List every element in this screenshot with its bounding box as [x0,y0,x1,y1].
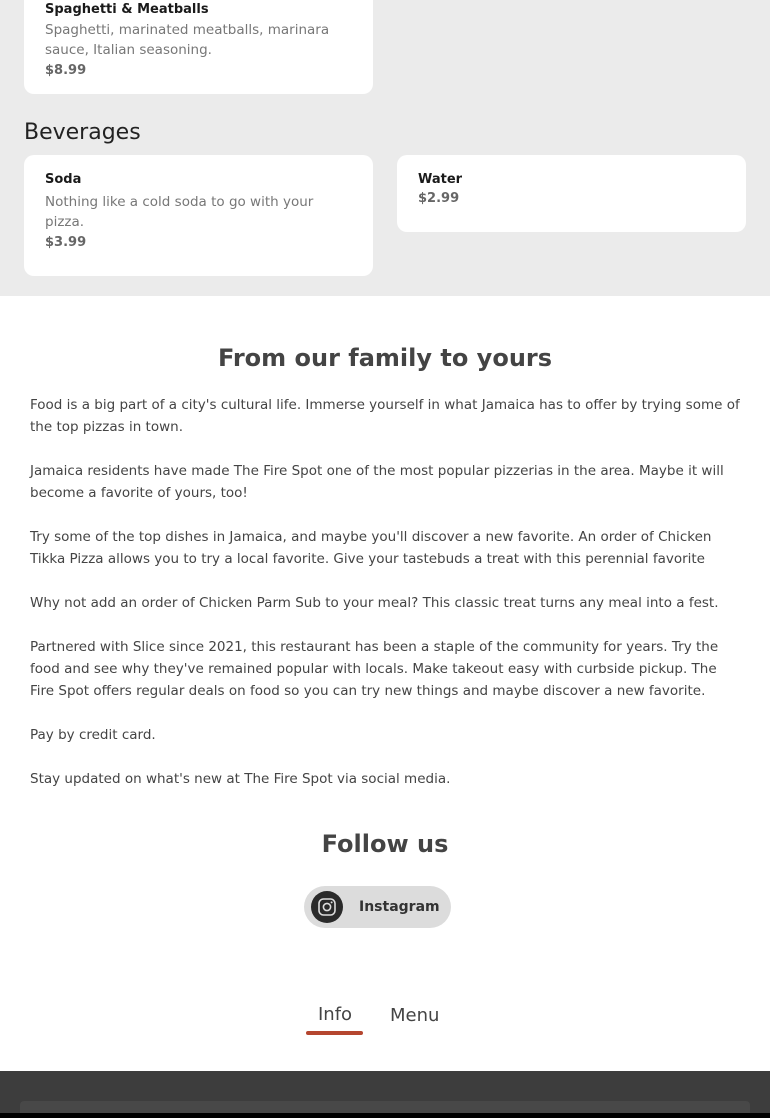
item-name: Spaghetti & Meatballs [45,2,209,17]
about-paragraph: Jamaica residents have made The Fire Spot one of the most popular pizzerias in the area. Maybe it will become a favorite of yours, too! [30,463,724,501]
footer-edge [0,1113,770,1118]
instagram-icon [311,891,343,923]
follow-title: Follow us [321,830,449,858]
menu-item-card[interactable] [24,0,373,94]
about-section [0,296,770,812]
instagram-label: Instagram [359,899,440,915]
menu-item-card[interactable] [397,155,746,232]
tab-info[interactable] [318,1004,352,1025]
tab-menu[interactable] [390,1005,439,1026]
about-paragraph: Try some of the top dishes in Jamaica, and maybe you'll discover a new favorite. An order of Chicken Tikka Pizza allows you to try a local favorite. Give your tastebuds a treat with this perennial favorite [30,529,712,567]
footer-bar [0,1071,770,1118]
item-description: Spaghetti, marinated meatballs, marinara sauce, Italian seasoning. [45,22,330,58]
menu-item-card[interactable] [24,155,373,276]
about-paragraph: Stay updated on what's new at The Fire Spot via social media. [30,771,451,787]
item-price: $2.99 [418,191,460,206]
section-title: Beverages [24,120,141,145]
instagram-button[interactable] [304,886,451,928]
about-title: From our family to yours [217,344,553,372]
menu-section [0,0,770,296]
about-paragraph: Pay by credit card. [30,727,156,743]
about-paragraph: Why not add an order of Chicken Parm Sub to your meal? This classic treat turns any meal into a fest. [30,595,719,611]
about-paragraph: Partnered with Slice since 2021, this restaurant has been a staple of the community for years. Try the food and see why they've remained popular with locals. Make takeout easy with curbside pickup. The Fire Spot offers regular deals on food so you can try new things and maybe discover a new favorite. [30,639,719,699]
active-tab-indicator [306,1031,363,1035]
item-price: $8.99 [45,63,87,78]
item-description: Nothing like a cold soda to go with your pizza. [45,194,314,230]
tab-label: Menu [390,1005,440,1026]
about-paragraph: Food is a big part of a city's cultural life. Immerse yourself in what Jamaica has to offer by trying some of the top pizzas in town. [30,397,740,435]
item-price: $3.99 [45,235,87,250]
footer-panel [20,1101,750,1113]
item-name: Soda [45,172,82,187]
item-name: Water [418,172,463,187]
tab-label: Info [318,1004,353,1025]
